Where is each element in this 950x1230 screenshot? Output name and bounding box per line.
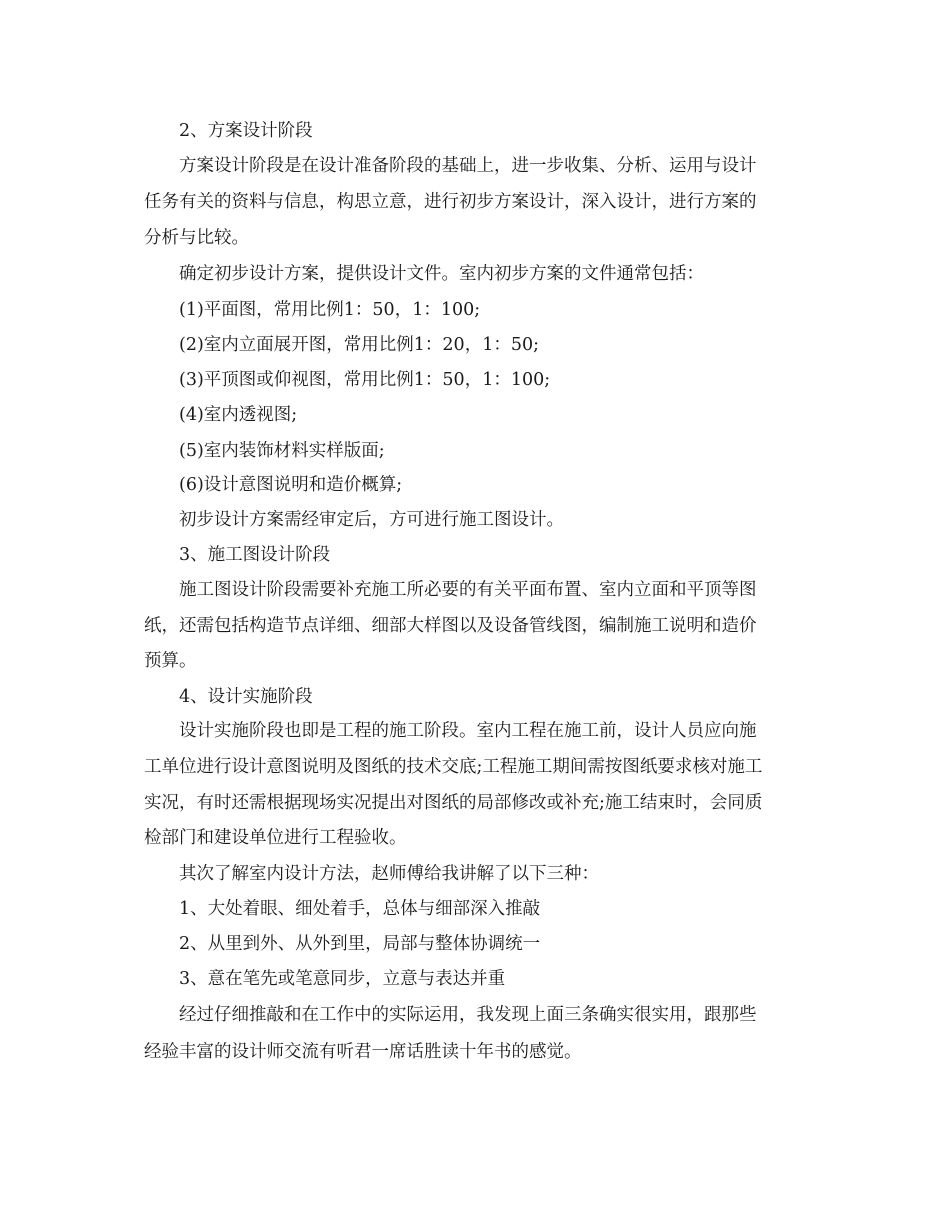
paragraph-line: 经验丰富的设计师交流有听君一席话胜读十年书的感觉。 [144, 1042, 582, 1062]
paragraph-line: 检部门和建设单位进行工程验收。 [144, 828, 407, 848]
paragraph-line: 确定初步设计方案，提供设计文件。室内初步方案的文件通常包括： [179, 264, 704, 284]
paragraph-line: 工单位进行设计意图说明及图纸的技术交底;工程施工期间需按图纸要求核对施工 [144, 757, 763, 777]
paragraph-line: 纸，还需包括构造节点详细、细部大样图以及设备管线图，编制施工说明和造价 [144, 616, 757, 636]
list-item: (2)室内立面展开图，常用比例1：20，1：50; [179, 335, 539, 355]
paragraph-line: 方案设计阶段是在设计准备阶段的基础上，进一步收集、分析、运用与设计 [179, 156, 757, 176]
paragraph-line: 施工图设计阶段需要补充施工所必要的有关平面布置、室内立面和平顶等图 [179, 580, 757, 600]
paragraph-line: 实况，有时还需根据现场实况提出对图纸的局部修改或补充;施工结束时，会同质 [144, 793, 763, 813]
section-heading-scheme-design: 2、方案设计阶段 [179, 121, 313, 141]
section-heading-implementation: 4、设计实施阶段 [179, 687, 313, 707]
list-item: (6)设计意图说明和造价概算; [179, 475, 403, 495]
list-item: (3)平顶图或仰视图，常用比例1：50，1：100; [179, 370, 551, 390]
list-item: 3、意在笔先或笔意同步，立意与表达并重 [179, 969, 506, 989]
list-item: 1、大处着眼、细处着手，总体与细部深入推敲 [179, 899, 541, 919]
paragraph-line: 初步设计方案需经审定后，方可进行施工图设计。 [179, 510, 564, 530]
paragraph-line: 任务有关的资料与信息，构思立意，进行初步方案设计，深入设计，进行方案的 [144, 192, 757, 212]
paragraph-line: 经过仔细推敲和在工作中的实际运用，我发现上面三条确实很实用，跟那些 [179, 1005, 757, 1025]
paragraph-line: 其次了解室内设计方法，赵师傅给我讲解了以下三种： [179, 864, 599, 884]
paragraph-line: 设计实施阶段也即是工程的施工阶段。室内工程在施工前，设计人员应向施 [179, 721, 757, 741]
section-heading-construction-drawing: 3、施工图设计阶段 [179, 545, 331, 565]
paragraph-line: 预算。 [144, 651, 197, 671]
list-item: (4)室内透视图; [179, 405, 298, 425]
list-item: (1)平面图，常用比例1：50，1：100; [179, 300, 481, 320]
list-item: (5)室内装饰材料实样版面; [179, 441, 385, 461]
paragraph-line: 分析与比较。 [144, 228, 249, 248]
list-item: 2、从里到外、从外到里，局部与整体协调统一 [179, 934, 541, 954]
